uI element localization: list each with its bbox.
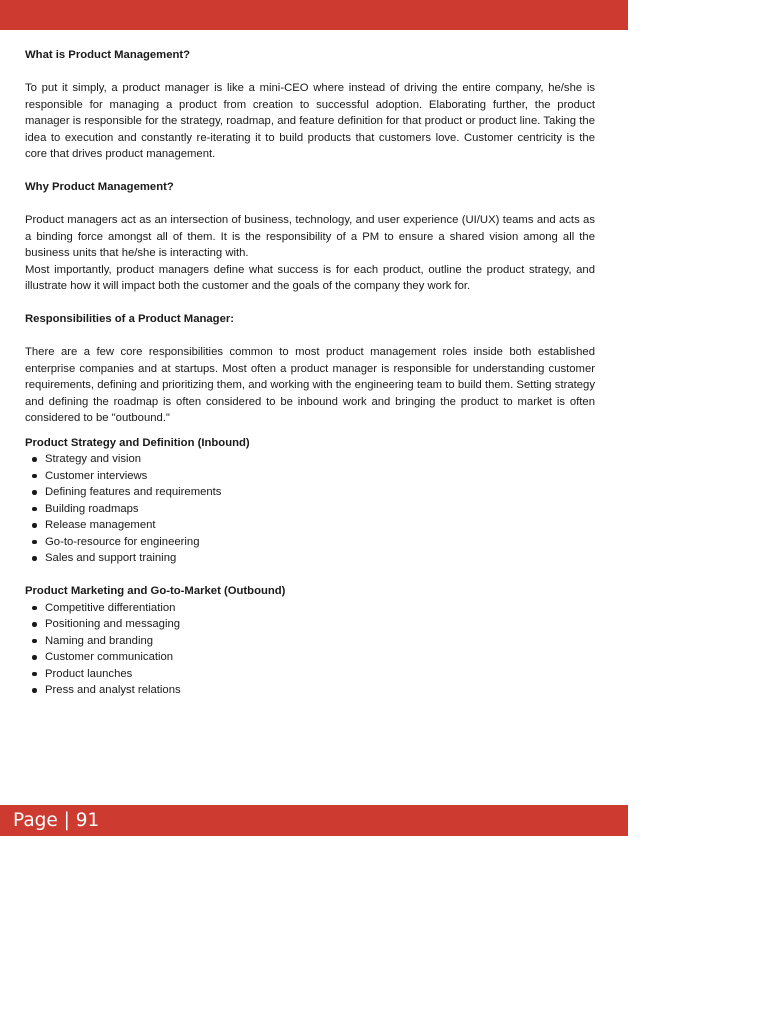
list-item: Press and analyst relations xyxy=(25,682,595,699)
list-item: Building roadmaps xyxy=(25,501,595,518)
page-content xyxy=(25,47,595,699)
section-body-what: To put it simply, a product manager is like a mini-CEO where instead of driving the entire company, he/she is responsible for managing a product from creation to successful adoption. Elaborating further, the product manager is responsible for the strategy, roadmap, and feature definition for that product or product line. Taking the idea to execution and constantly re-iterating it to build products that customers love. Customer centricity is the core that drives product management. xyxy=(25,82,595,160)
section-body-responsibilities: There are a few core responsibilities common to most product management roles inside both established enterprise companies and at startups. Most often a product manager is responsible for understanding customer requirements, defining and prioritizing them, and working with the engineering team to build them. Setting strategy and defining the roadmap is often considered to be inbound work and bringing the product to market is often considered to be "outbound." xyxy=(25,346,595,424)
page-number: Page | 91 xyxy=(13,810,100,831)
list-item: Customer communication xyxy=(25,649,595,666)
section-body-why-1: Product managers act as an intersection of business, technology, and user experience (UI/UX) teams and acts as a binding force amongst all of them. It is the responsibility of a PM to ensure a shared vision among all the business units that he/she is interacting with. xyxy=(25,214,595,259)
header-bar xyxy=(0,0,628,30)
list-item: Naming and branding xyxy=(25,633,595,650)
inbound-list xyxy=(25,451,595,567)
section-heading-why: Why Product Management? xyxy=(25,181,174,193)
section-heading-responsibilities: Responsibilities of a Product Manager: xyxy=(25,313,235,325)
section-body-why-2: Most importantly, product managers define what success is for each product, outline the product strategy, and illustrate how it will impact both the customer and the goals of the company they work for. xyxy=(25,263,595,292)
section-heading-what: What is Product Management? xyxy=(25,49,191,61)
list-item: Release management xyxy=(25,517,595,534)
section-heading-inbound: Product Strategy and Definition (Inbound) xyxy=(25,436,250,449)
list-item: Competitive differentiation xyxy=(25,600,595,617)
outbound-list xyxy=(25,600,595,699)
list-item: Product launches xyxy=(25,666,595,683)
list-item: Defining features and requirements xyxy=(25,484,595,501)
footer-bar xyxy=(0,805,628,836)
section-heading-outbound: Product Marketing and Go-to-Market (Outbound) xyxy=(25,585,286,597)
list-item: Positioning and messaging xyxy=(25,616,595,633)
list-item: Strategy and vision xyxy=(25,451,595,468)
list-item: Customer interviews xyxy=(25,468,595,485)
list-item: Go-to-resource for engineering xyxy=(25,534,595,551)
list-item: Sales and support training xyxy=(25,550,595,567)
